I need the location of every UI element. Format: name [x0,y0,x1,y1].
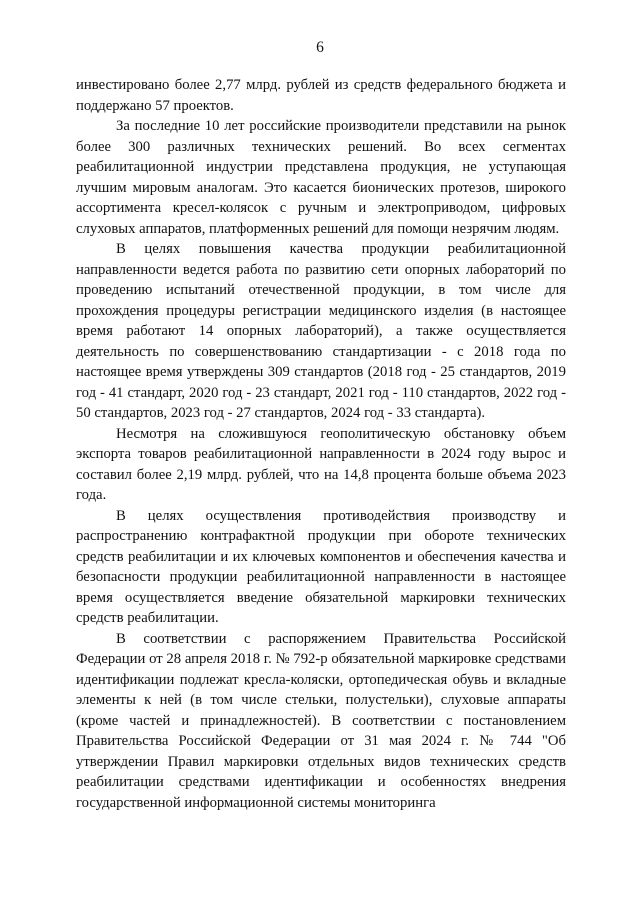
paragraph-export-growth: Несмотря на сложившуюся геополитическую обстановку объем экспорта товаров реабилитационной направленности в 2024 году вырос и составил более 2,19 млрд. рублей, что на 14,8 процента больше объема 2023 года. [76,425,566,503]
document-body [76,75,566,813]
paragraph-government-decree: В соответствии с распоряжением Правительства Российской Федерации от 28 апреля 2018 г. № 792-р обязательной маркировке средствами идентификации подлежат кресла-коляски, ортопедическая обувь и вкладные элементы к ней (в том числе стельки, полустельки), слуховые аппараты (кроме частей и принадлежностей). В соответствии с постановлением Правительства Российской Федерации от 31 мая 2024 г. № 744 "Об утверждении Правил маркировки отдельных видов технических средств реабилитации средствами идентификации и особенностях внедрения государственной информационной системы мониторинга [76,630,566,811]
paragraph-counterfeit-labeling: В целях осуществления противодействия производству и распространению контрафактной продукции при обороте технических средств реабилитации и их ключевых компонентов и обеспечения качества и безопасности продукции реабилитационной направленности в настоящее время осуществляется введение обязательной маркировки технических средств реабилитации. [76,507,566,626]
paragraph-investment-continuation: инвестировано более 2,77 млрд. рублей из средств федерального бюджета и поддержано 57 проектов. [76,77,566,114]
page-number: 6 [316,39,324,56]
paragraph-laboratories-standards: В целях повышения качества продукции реабилитационной направленности ведется работа по развитию сети опорных лабораторий по проведению испытаний отечественной продукции, в том числе для прохождения процедуры регистрации медицинского изделия (в настоящее время работают 14 опорных лабораторий), а также осуществляется деятельность по совершенствованию стандартизации - с 2018 года по настоящее время утверждены 309 стандартов (2018 год - 25 стандартов, 2019 год - 41 стандарт, 2020 год - 23 стандарт, 2021 год - 110 стандартов, 2022 год - 50 стандартов, 2023 год - 27 стандартов, 2024 год - 33 стандарта). [76,241,566,421]
paragraph-technical-solutions: За последние 10 лет российские производители представили на рынок более 300 различных технических решений. Во всех сегментах реабилитационной индустрии представлена продукция, не уступающая лучшим мировым аналогам. Это касается бионических протезов, широкого ассортимента кресел-колясок с ручным и электроприводом, цифровых слуховых аппаратов, платформенных решений для помощи незрячим людям. [76,118,566,237]
